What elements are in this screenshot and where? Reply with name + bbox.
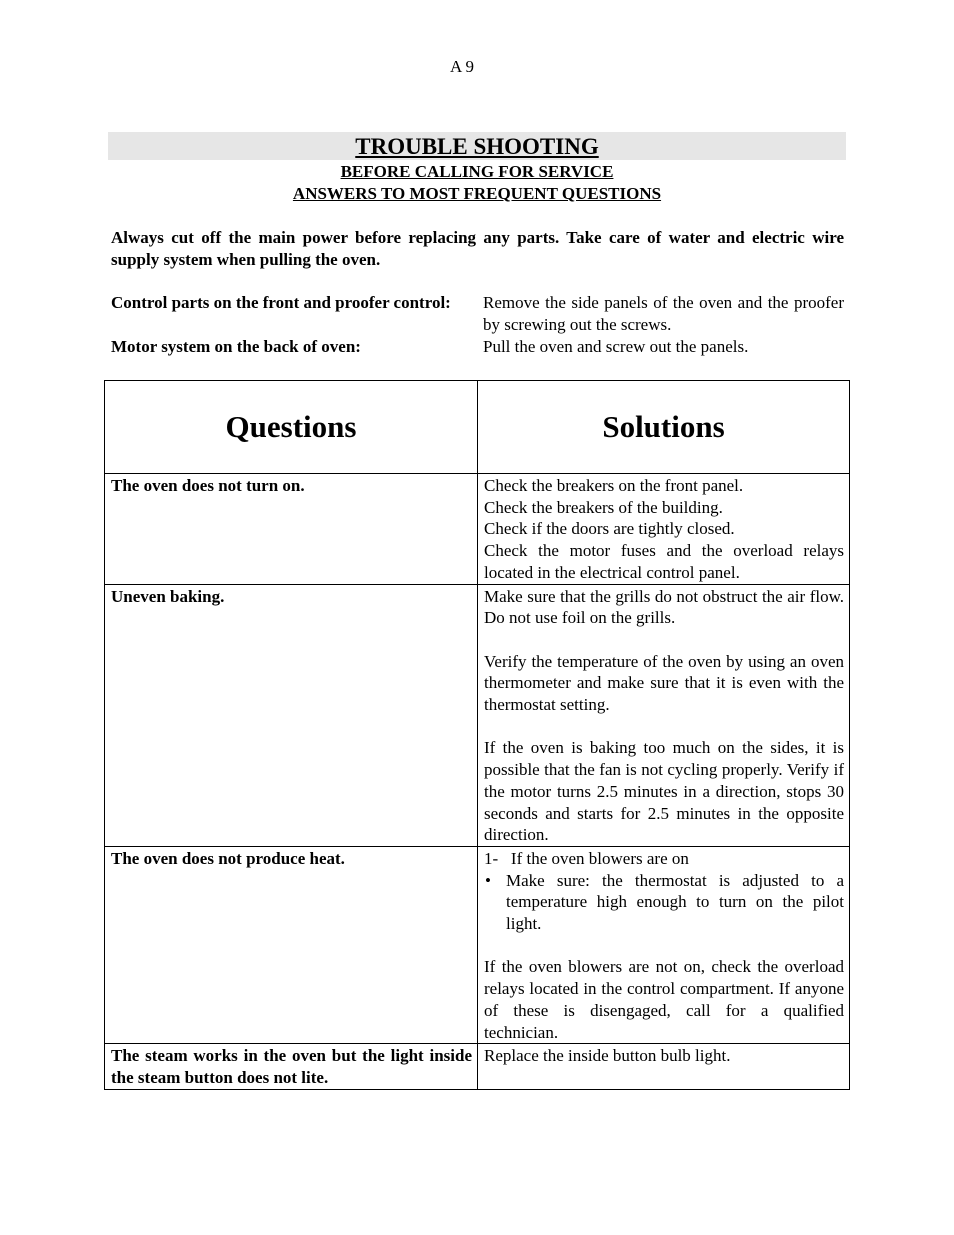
page-number: A 9 [449,57,475,76]
access-label-motor-system: Motor system on the back of oven: [111,337,361,356]
access-value-motor-system: Pull the oven and screw out the panels. [483,337,749,356]
solution-cell [478,846,850,1043]
access-value-control-parts: Remove the side panels of the oven and the proofer by screwing out the screws. [483,293,844,334]
page-title: TROUBLE SHOOTING [355,134,599,159]
access-label-control-parts: Control parts on the front and proofer control: [111,293,451,312]
subtitle-before-service: BEFORE CALLING FOR SERVICE [340,162,614,181]
table-row [105,584,850,846]
header-solutions: Solutions [478,381,850,474]
solution-line: Check if the doors are tightly closed. [484,519,735,539]
solution-paragraph: Verify the temperature of the oven by using an oven thermometer and make sure that it is even with the thermostat setting. [484,651,844,715]
solution-line: Replace the inside button bulb light. [484,1046,731,1066]
question-cell: The oven does not produce heat. [105,846,478,1043]
solution-bullet-item [485,870,844,935]
table-row [105,474,850,585]
solution-paragraph: Make sure that the grills do not obstruct the air flow. Do not use foil on the grills. [484,586,844,628]
bullet-icon: • [485,870,491,890]
solution-line: Check the breakers of the building. [484,497,723,517]
question-cell: The steam works in the oven but the light inside the steam button does not lite. [105,1044,478,1089]
table-row [105,1044,850,1089]
table-header-row [105,381,850,474]
solution-cell [478,1044,850,1089]
solution-line: Check the motor fuses and the overload relays located in the electrical control panel. [484,541,844,582]
bullet-text: Make sure: the thermostat is adjusted to a temperature high enough to turn on the pilot light. [506,870,844,934]
solution-cell [478,584,850,846]
solution-bullet-list [484,870,844,935]
table-row [105,846,850,1043]
header-questions: Questions [105,381,478,474]
troubleshooting-table [104,380,850,1090]
solution-paragraph: If the oven blowers are not on, check the overload relays located in the control compartment. If anyone of these is disengaged, call for a qualified technician. [484,957,844,1042]
solution-line: Check the breakers on the front panel. [484,476,744,495]
safety-warning: Always cut off the main power before replacing any parts. Take care of water and electric wire supply system when pulling the oven. [111,228,844,269]
solution-cell [478,474,850,585]
question-cell: The oven does not turn on. [105,474,478,585]
subtitle-frequent-questions: ANSWERS TO MOST FREQUENT QUESTIONS [292,184,662,203]
solution-heading: 1- If the oven blowers are on [484,848,689,868]
question-cell: Uneven baking. [105,584,478,846]
solution-paragraph: If the oven is baking too much on the sides, it is possible that the fan is not cycling properly. Verify if the motor turns 2.5 minutes in a direction, stops 30 seconds and starts for 2.5 minutes in the opposite direction. [484,738,844,845]
